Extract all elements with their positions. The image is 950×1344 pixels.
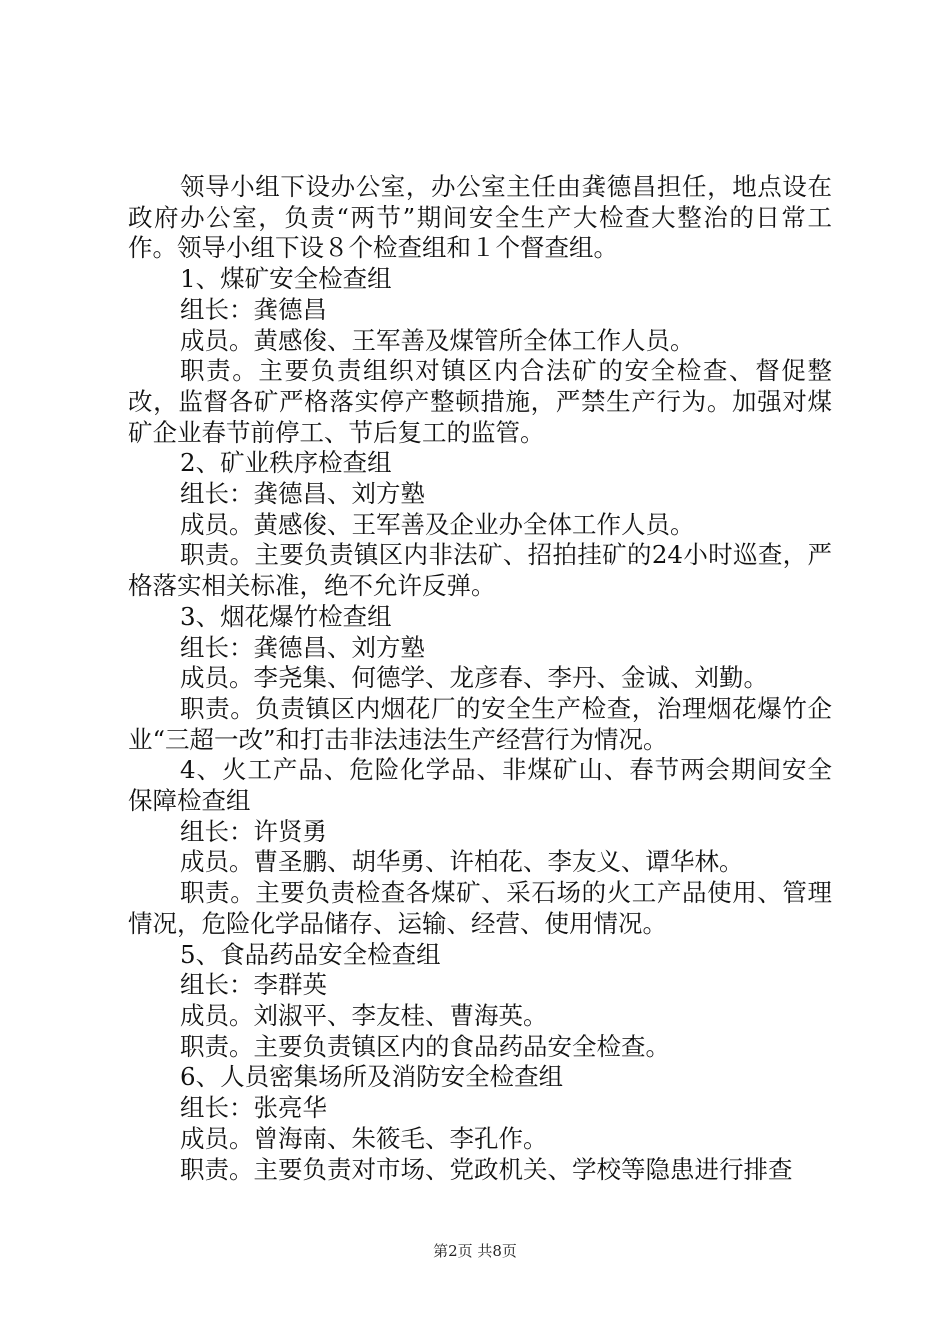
section-heading: 5、食品药品安全检查组 — [180, 939, 441, 969]
section-heading: 3、烟花爆竹检查组 — [180, 601, 392, 631]
paragraph: 职责。主要负责镇区内非法矿、招拍挂矿的24小时巡查，严格落实相关标准，绝不允许反弹。 — [128, 540, 832, 601]
section-heading: 1、煤矿安全检查组 — [180, 264, 392, 294]
section-heading: 6、人员密集场所及消防安全检查组 — [180, 1062, 564, 1092]
paragraph: 领导小组下设办公室，办公室主任由龚德昌担任，地点设在政府办公室，负责“两节”期间安全生产大检查大整治的日常工作。领导小组下设８个检查组和１个督查组。 — [128, 172, 832, 263]
paragraph: 成员。黄感俊、王军善及企业办全体工作人员。 — [180, 509, 695, 539]
paragraph: 组长：李群英 — [180, 970, 327, 1000]
paragraph: 组长：张亮华 — [180, 1093, 327, 1123]
paragraph: 职责。主要负责组织对镇区内合法矿的安全检查、督促整改，监督各矿严格落实停产整顿措施，严禁生产行为。加强对煤矿企业春节前停工、节后复工的监管。 — [128, 356, 832, 447]
paragraph: 职责。主要负责镇区内的食品药品安全检查。 — [180, 1031, 670, 1061]
paragraph: 成员。曹圣鹏、胡华勇、许柏花、李友义、谭华林。 — [180, 847, 744, 877]
paragraph: 成员。刘淑平、李友桂、曹海英。 — [180, 1000, 548, 1030]
section-heading: 2、矿业秩序检查组 — [180, 448, 392, 478]
paragraph: 成员。曾海南、朱筱毛、李孔作。 — [180, 1123, 548, 1153]
paragraph: 组长：龚德昌、刘方塾 — [180, 479, 425, 509]
paragraph: 职责。主要负责检查各煤矿、采石场的火工产品使用、管理情况，危险化学品储存、运输、经营、使用情况。 — [128, 878, 832, 938]
section-heading: 4、火工产品、危险化学品、非煤矿山、春节两会期间安全保障检查组 — [128, 755, 832, 816]
page-number-footer: 第2页 共8页 — [433, 1242, 517, 1260]
paragraph: 成员。李尧集、何德学、龙彦春、李丹、金诚、刘勤。 — [180, 663, 768, 693]
paragraph: 成员。黄感俊、王军善及煤管所全体工作人员。 — [180, 325, 695, 355]
paragraph: 职责。主要负责对市场、党政机关、学校等隐患进行排查 — [180, 1154, 793, 1184]
paragraph: 职责。负责镇区内烟花厂的安全生产检查，治理烟花爆竹企业“三超一改”和打击非法违法生产经营行为情况。 — [128, 693, 832, 754]
paragraph: 组长：龚德昌 — [180, 294, 327, 324]
paragraph: 组长：许贤勇 — [180, 816, 327, 846]
document-body — [128, 172, 832, 1185]
paragraph: 组长：龚德昌、刘方塾 — [180, 632, 425, 662]
